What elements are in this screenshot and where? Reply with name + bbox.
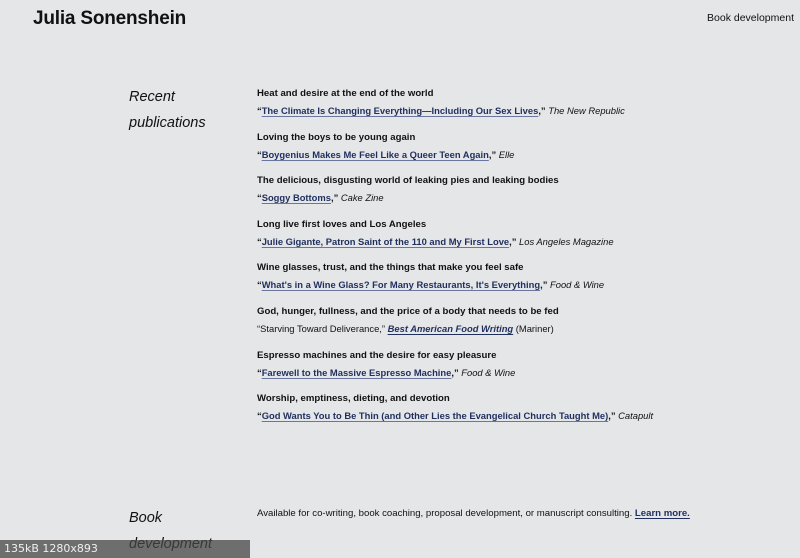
publication-item bbox=[257, 217, 737, 261]
recent-publications-heading: Recent publications bbox=[129, 89, 206, 131]
publication-outlet: The New Republic bbox=[548, 105, 625, 116]
publication-citation: “Soggy Bottoms,” Cake Zine bbox=[257, 192, 384, 204]
publication-description: Loving the boys to be young again bbox=[257, 131, 416, 143]
image-file-size: 135kB bbox=[4, 542, 39, 555]
publication-item bbox=[257, 391, 737, 435]
site-title[interactable]: Julia Sonenshein bbox=[33, 8, 187, 29]
image-dimensions: 1280x893 bbox=[42, 542, 98, 555]
publication-citation: “Farewell to the Massive Espresso Machine,” Food & Wine bbox=[257, 366, 516, 378]
book-development-heading: Book bbox=[129, 510, 163, 526]
publication-description: The delicious, disgusting world of leaking pies and leaking bodies bbox=[257, 175, 559, 187]
publication-description: God, hunger, fullness, and the price of a body that needs to be fed bbox=[257, 305, 559, 317]
publication-link[interactable]: Julie Gigante, Patron Saint of the 110 and My First Love bbox=[261, 235, 510, 247]
learn-more-link[interactable]: Learn more. bbox=[634, 508, 690, 519]
publication-citation: “Boygenius Makes Me Feel Like a Queer Teen Again,” Elle bbox=[257, 148, 515, 160]
publication-item bbox=[257, 173, 737, 217]
publication-citation: “The Climate Is Changing Everything—Including Our Sex Lives,” The New Republic bbox=[257, 105, 625, 116]
publication-citation: “Julie Gigante, Patron Saint of the 110 and My First Love,” Los Angeles Magazine bbox=[257, 235, 614, 247]
publication-citation: “God Wants You to Be Thin (and Other Lies the Evangelical Church Taught Me),” Catapult bbox=[257, 410, 654, 422]
publication-outlet: Catapult bbox=[618, 410, 654, 422]
publication-publisher: (Mariner) bbox=[515, 322, 554, 334]
publication-item bbox=[257, 348, 737, 392]
publication-link[interactable]: Soggy Bottoms bbox=[261, 192, 331, 204]
publication-outlet: Food & Wine bbox=[461, 366, 516, 378]
publication-citation: “Starving Toward Deliverance,” Best American Food Writing (Mariner) bbox=[257, 322, 554, 334]
publication-item bbox=[257, 86, 737, 130]
publication-item bbox=[257, 304, 737, 348]
publication-description: Espresso machines and the desire for easy pleasure bbox=[257, 349, 497, 361]
image-info-bar bbox=[0, 540, 250, 558]
publication-title: Starving Toward Deliverance bbox=[260, 322, 380, 334]
publication-outlet: Los Angeles Magazine bbox=[519, 235, 614, 247]
publication-item bbox=[257, 260, 737, 304]
publication-outlet: Food & Wine bbox=[550, 279, 605, 291]
book-development-description: Available for co-writing, book coaching, proposal development, or manuscript consulting. bbox=[257, 508, 633, 519]
publication-item bbox=[257, 130, 737, 174]
nav-link-book-development[interactable]: Book development bbox=[707, 12, 794, 24]
publication-description: Wine glasses, trust, and the things that make you feel safe bbox=[257, 262, 524, 274]
publication-description: Long live first loves and Los Angeles bbox=[257, 218, 427, 230]
publication-link[interactable]: The Climate Is Changing Everything—Including Our Sex Lives bbox=[261, 105, 539, 116]
publication-outlet: Elle bbox=[498, 148, 515, 160]
publication-link[interactable]: Farewell to the Massive Espresso Machine bbox=[261, 366, 452, 378]
publication-link[interactable]: What's in a Wine Glass? For Many Restaurants, It's Everything bbox=[261, 279, 541, 291]
publication-citation: “What's in a Wine Glass? For Many Restaurants, It's Everything,” Food & Wine bbox=[257, 279, 605, 291]
publication-link[interactable]: Boygenius Makes Me Feel Like a Queer Teen Again bbox=[261, 148, 489, 160]
publication-description: Worship, emptiness, dieting, and devotion bbox=[257, 393, 450, 405]
publication-list bbox=[257, 86, 737, 435]
book-development-text bbox=[257, 505, 697, 522]
publication-outlet: Cake Zine bbox=[340, 192, 384, 204]
publication-description: Heat and desire at the end of the world bbox=[257, 88, 434, 99]
publication-link[interactable]: God Wants You to Be Thin (and Other Lies the Evangelical Church Taught Me) bbox=[261, 410, 609, 422]
publication-outlet-link[interactable]: Best American Food Writing bbox=[387, 322, 514, 334]
